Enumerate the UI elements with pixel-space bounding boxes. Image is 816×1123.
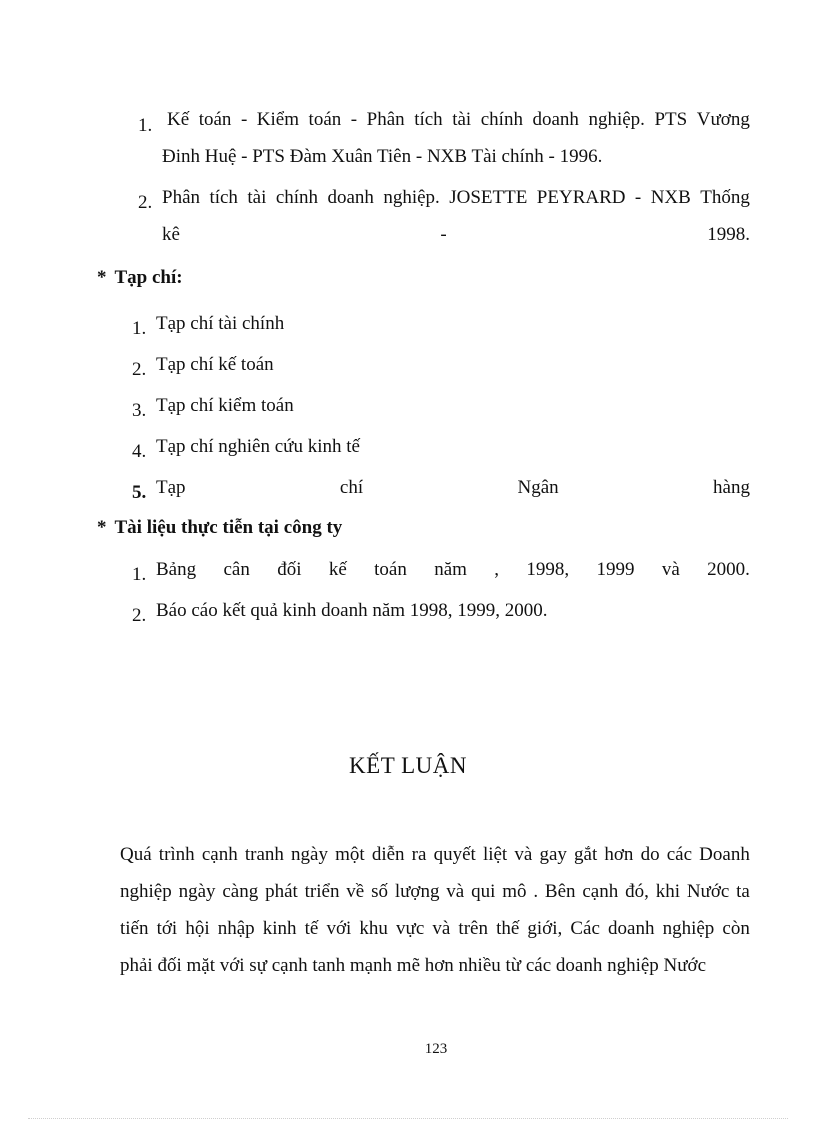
- practical-1-word: 2000.: [707, 559, 750, 580]
- conclusion-title: KẾT LUẬN: [349, 753, 467, 778]
- book-2-line-1-word: nghiệp.: [383, 187, 440, 208]
- conclusion-line-3: [120, 917, 750, 941]
- journal-1-number: 1.: [132, 318, 147, 339]
- book-1-line-1-word: Kiểm: [256, 109, 300, 130]
- journal-5-number: 5.: [132, 482, 147, 503]
- book-1-line-1-word: PTS: [654, 109, 688, 130]
- conclusion-line-1-word: ra: [411, 844, 427, 865]
- book-1-line-1-word: toán: [198, 109, 232, 130]
- journals-heading-star: *: [97, 267, 107, 288]
- practical-heading-star: *: [97, 517, 107, 538]
- conclusion-line-2-word: qui: [471, 881, 496, 902]
- conclusion-line-2: [120, 880, 750, 904]
- conclusion-line-1-word: các: [666, 844, 693, 865]
- book-2-line-1: [162, 186, 750, 210]
- conclusion-line-3-word: giới,: [527, 918, 563, 939]
- practical-1-word: kế: [328, 559, 347, 580]
- conclusion-line-1-word: một: [335, 844, 365, 865]
- conclusion-line-3-word: tới: [156, 918, 178, 939]
- journal-4-number: 4.: [132, 441, 147, 462]
- book-1-line-1-word: Phân: [366, 109, 405, 130]
- book-2-line-1-word: doanh: [327, 187, 374, 208]
- practical-1-word: cân: [223, 559, 250, 580]
- conclusion-line-3-word: tế: [304, 918, 319, 939]
- book-1-line-1-word: doanh: [532, 109, 579, 130]
- conclusion-line-2-word: số: [371, 881, 388, 902]
- book-1-line-1-word: Vương: [696, 109, 750, 130]
- conclusion-line-2-word: cạnh: [582, 881, 619, 902]
- journal-5-word: hàng: [713, 477, 750, 498]
- conclusion-line-1-word: trình: [158, 844, 195, 865]
- conclusion-line-2-word: về: [346, 881, 365, 902]
- conclusion-line-3-word: thế: [496, 918, 520, 939]
- practical-1-word: năm: [434, 559, 467, 580]
- journal-1-text: Tạp chí tài chính: [156, 313, 285, 334]
- conclusion-line-2-word: triển: [304, 881, 340, 902]
- journal-3-text: Tạp chí kiểm toán: [156, 395, 294, 416]
- book-2-line-2-word: -: [440, 224, 447, 245]
- practical-1-word: Bảng: [156, 559, 197, 580]
- book-2-line-1-word: PEYRARD: [536, 187, 626, 208]
- journal-5-word: Ngân: [517, 477, 559, 498]
- book-1-line-1: [167, 108, 750, 132]
- book-1-line-1-word: -: [350, 109, 358, 130]
- book-1-line-1-word: toán: [308, 109, 342, 130]
- book-2-line-1-word: JOSETTE: [449, 187, 528, 208]
- conclusion-line-3-word: hội: [185, 918, 210, 939]
- conclusion-line-4-word: phải đối mặt với sự cạnh tanh mạnh mẽ hơn nhiều từ các doanh nghiệp Nước: [120, 955, 707, 976]
- conclusion-line-2-word: ngày: [178, 881, 216, 902]
- conclusion-line-1-word: ngày: [291, 844, 328, 865]
- conclusion-line-2-word: nghiệp: [120, 881, 172, 902]
- practical-1-text: [156, 558, 750, 582]
- page-number: 123: [424, 1041, 448, 1057]
- book-2-line-2-word: 1998.: [707, 224, 750, 245]
- conclusion-line-1-word: diễn: [371, 844, 405, 865]
- journal-5-text: [156, 476, 750, 500]
- journals-heading: [97, 266, 183, 290]
- conclusion-line-2-word: Bên: [544, 881, 576, 902]
- practical-1-word: 1999: [596, 559, 635, 580]
- conclusion-line-3-word: tiến: [120, 918, 149, 939]
- conclusion-line-2-word: khi: [655, 881, 680, 902]
- practical-1-word: và: [661, 559, 680, 580]
- conclusion-line-2-word: phát: [265, 881, 298, 902]
- book-1-line-1-word: tài: [452, 109, 472, 130]
- conclusion-line-1-word: và: [514, 844, 533, 865]
- conclusion-line-3-word: vực: [396, 918, 425, 939]
- journal-4-text: Tạp chí nghiên cứu kinh tế: [156, 436, 360, 457]
- conclusion-line-3-word: còn: [722, 918, 750, 939]
- conclusion-line-2-word: .: [533, 881, 539, 902]
- conclusion-line-1-word: tranh: [244, 844, 284, 865]
- conclusion-line-1-word: Doanh: [699, 844, 750, 865]
- book-2-line-1-word: Phân: [162, 187, 200, 208]
- conclusion-line-1-word: hơn: [604, 844, 634, 865]
- practical-1-word: toán: [374, 559, 407, 580]
- conclusion-line-3-word: và: [432, 918, 451, 939]
- conclusion-line-3-word: nghiệp: [662, 918, 715, 939]
- conclusion-line-1-word: cạnh: [201, 844, 238, 865]
- book-1-line-1-word: Kế: [167, 109, 190, 130]
- practical-heading-label: Tài liệu thực tiễn tại công ty: [114, 517, 343, 538]
- conclusion-line-3-word: Các: [570, 918, 600, 939]
- conclusion-line-3-word: nhập: [217, 918, 255, 939]
- practical-2-text: Báo cáo kết quả kinh doanh năm 1998, 1999, 2000.: [156, 600, 548, 621]
- practical-1-number: 1.: [132, 564, 147, 585]
- conclusion-line-3-word: khu: [359, 918, 388, 939]
- book-2-line-1-word: NXB: [650, 187, 691, 208]
- conclusion-line-2-word: càng: [222, 881, 259, 902]
- conclusion-line-2-word: mô: [502, 881, 527, 902]
- practical-2-number: 2.: [132, 605, 147, 626]
- conclusion-line-1-word: liệt: [482, 844, 508, 865]
- conclusion-line-3-word: với: [326, 918, 352, 939]
- practical-heading: [97, 516, 342, 540]
- conclusion-line-1-word: quyết: [433, 844, 476, 865]
- footer-divider: [28, 1118, 788, 1119]
- conclusion-line-3-word: kinh: [262, 918, 297, 939]
- journals-heading-label: Tạp chí:: [114, 267, 183, 288]
- book-2-line-1-word: chính: [275, 187, 319, 208]
- book-2-line-1-word: -: [634, 187, 642, 208]
- book-2-line-1-word: tài: [247, 187, 267, 208]
- conclusion-line-2-word: lượng: [394, 881, 440, 902]
- conclusion-line-1-word: gắt: [574, 844, 598, 865]
- conclusion-line-1-word: gay: [539, 844, 567, 865]
- conclusion-line-3-word: doanh: [608, 918, 655, 939]
- journal-5-word: chí: [339, 477, 364, 498]
- conclusion-line-2-word: và: [446, 881, 465, 902]
- practical-1-word: đối: [277, 559, 302, 580]
- book-1-line-1-word: chính: [480, 109, 523, 130]
- conclusion-line-1-word: Quá: [120, 844, 152, 865]
- conclusion-line-4: [120, 954, 750, 978]
- journal-3-number: 3.: [132, 400, 147, 421]
- book-2-line-1-word: Thống: [700, 187, 750, 208]
- book-2-line-2: [162, 223, 750, 247]
- practical-1-word: 1998,: [526, 559, 570, 580]
- book-1-line-1-word: nghiệp.: [588, 109, 645, 130]
- book-1-line-1-word: -: [240, 109, 248, 130]
- conclusion-line-3-word: trên: [458, 918, 488, 939]
- journal-2-number: 2.: [132, 359, 147, 380]
- book-1-number: 1.: [138, 115, 153, 136]
- conclusion-line-1-word: do: [640, 844, 660, 865]
- journal-2-text: Tạp chí kế toán: [156, 354, 274, 375]
- conclusion-line-1: [120, 843, 750, 867]
- book-2-line-1-word: tích: [209, 187, 238, 208]
- book-2-number: 2.: [138, 192, 153, 213]
- book-2-line-2-word: kê: [162, 224, 180, 245]
- journal-5-word: Tạp: [156, 477, 186, 498]
- conclusion-line-2-word: ta: [736, 881, 750, 902]
- book-1-line-2: Đinh Huệ - PTS Đàm Xuân Tiên - NXB Tài chính - 1996.: [162, 146, 603, 167]
- conclusion-line-2-word: Nước: [686, 881, 730, 902]
- conclusion-line-2-word: đó,: [625, 881, 649, 902]
- practical-1-word: ,: [494, 559, 500, 580]
- book-1-line-1-word: tích: [414, 109, 443, 130]
